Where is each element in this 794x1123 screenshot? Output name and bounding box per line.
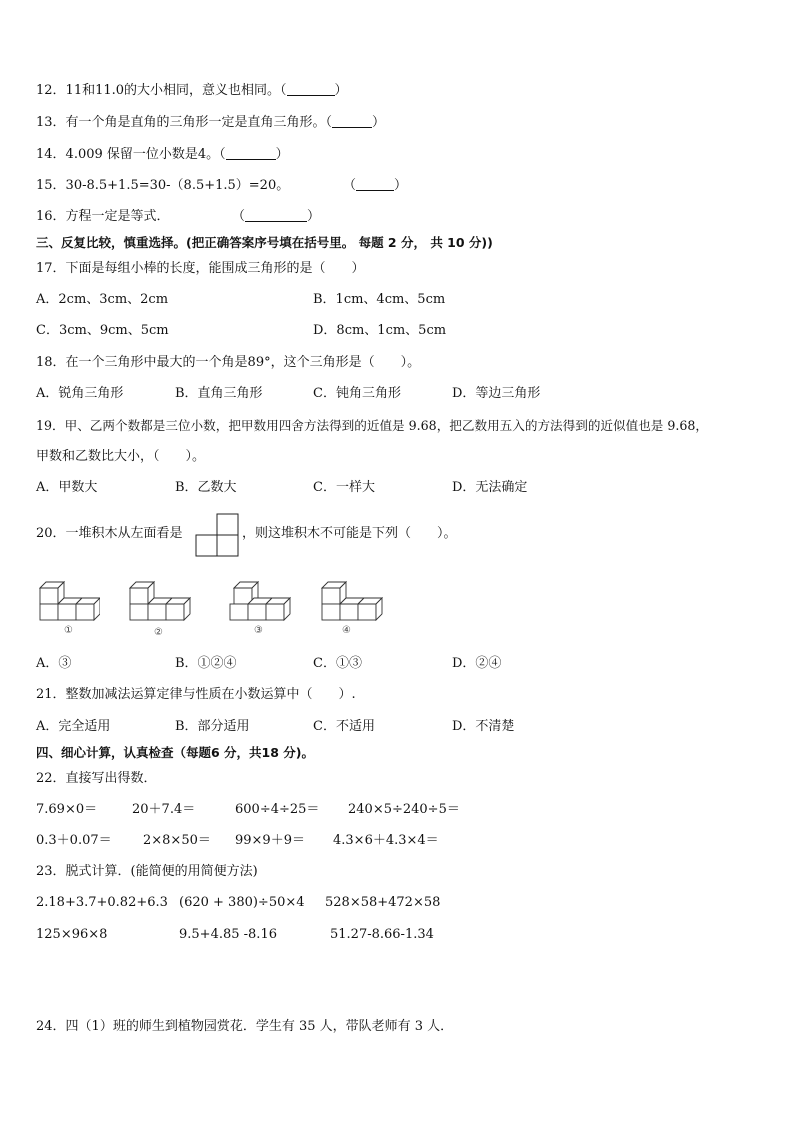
q20-option-a[interactable]: A．③ <box>36 656 72 671</box>
cube-figure-2 <box>128 578 194 638</box>
question-17-stem: 17．下面是每组小棒的长度，能围成三角形的是（ ） <box>36 261 365 276</box>
q18-option-c[interactable]: C．钝角三角形 <box>313 386 401 401</box>
q22-item-2: 20＋7.4＝ <box>132 802 196 817</box>
q17-option-b[interactable]: B．1cm、4cm、5cm <box>313 292 446 307</box>
question-16-paren <box>232 208 320 226</box>
q21-option-c[interactable]: C．不适用 <box>313 719 375 734</box>
question-15-paren <box>343 177 407 195</box>
q23-item-1: 2.18+3.7+0.82+6.3 <box>36 895 168 910</box>
question-15-close: ） <box>394 178 408 193</box>
answer-blank-13[interactable] <box>332 114 372 128</box>
question-12-text: 12．11和11.0的大小相同，意义也相同。（ <box>36 83 287 98</box>
q17-option-a[interactable]: A．2cm、3cm、2cm <box>36 292 169 307</box>
question-13-text: 13．有一个角是直角的三角形一定是直角三角形。（ <box>36 115 333 130</box>
question-16-close: ） <box>307 209 321 224</box>
q22-item-8: 4.3×6＋4.3×4＝ <box>333 833 439 848</box>
question-21-stem: 21．整数加减法运算定律与性质在小数运算中（ ）. <box>36 687 356 702</box>
question-24-stem: 24．四（1）班的师生到植物园赏花．学生有 35 人，带队老师有 3 人． <box>36 1019 454 1034</box>
question-19-stem-line1: 19．甲、乙两个数都是三位小数，把甲数用四舍方法得到的近值是 9.68，把乙数用五入的方法得到的近似值也是 9.68， <box>36 418 709 433</box>
question-20-stem-a: 20．一堆积木从左面看是 <box>36 526 183 541</box>
question-22-stem: 22．直接写出得数． <box>36 771 157 786</box>
q18-option-a[interactable]: A．锐角三角形 <box>36 386 124 401</box>
q20-option-d[interactable]: D．②④ <box>452 656 502 671</box>
q23-item-5: 9.5+4.85 -8.16 <box>179 927 277 942</box>
question-16 <box>36 208 170 226</box>
answer-blank-15[interactable] <box>356 177 394 191</box>
q23-item-6: 51.27-8.66-1.34 <box>330 927 434 942</box>
question-15-text: 15．30-8.5+1.5=30-（8.5+1.5）=20。 <box>36 178 290 193</box>
question-19-stem-line2: 甲数和乙数比大小，（ ）。 <box>36 449 206 464</box>
q19-option-c[interactable]: C．一样大 <box>313 480 375 495</box>
q22-item-5: 0.3＋0.07＝ <box>36 833 112 848</box>
answer-blank-16[interactable] <box>245 208 307 222</box>
q19-option-d[interactable]: D．无法确定 <box>452 480 528 495</box>
question-15-open: （ <box>343 178 357 193</box>
q19-option-b[interactable]: B．乙数大 <box>175 480 237 495</box>
cube-figure-4 <box>320 578 386 636</box>
question-23-stem: 23．脱式计算．(能简便的用简便方法) <box>36 864 258 879</box>
q21-option-a[interactable]: A．完全适用 <box>36 719 111 734</box>
figure-label-4: ④ <box>342 625 351 636</box>
q21-option-d[interactable]: D．不清楚 <box>452 719 515 734</box>
q22-item-6: 2×8×50＝ <box>143 833 211 848</box>
question-13 <box>36 114 385 132</box>
question-18-stem: 18．在一个三角形中最大的一个角是89°，这个三角形是（ ）。 <box>36 355 421 370</box>
q23-item-2: (620 + 380)÷50×4 <box>179 895 305 910</box>
figure-label-1: ① <box>64 625 73 636</box>
q18-option-b[interactable]: B．直角三角形 <box>175 386 263 401</box>
question-14-text: 14．4.009 保留一位小数是4。（ <box>36 147 226 162</box>
q22-item-1: 7.69×0＝ <box>36 802 98 817</box>
question-12-close: ） <box>334 83 348 98</box>
left-view-figure <box>194 513 240 557</box>
question-16-open: （ <box>232 209 246 224</box>
q17-option-c[interactable]: C．3cm、9cm、5cm <box>36 323 169 338</box>
figure-label-3: ③ <box>254 625 263 636</box>
q23-item-4: 125×96×8 <box>36 927 108 942</box>
q18-option-d[interactable]: D．等边三角形 <box>452 386 541 401</box>
question-20-stem-b: ，则这堆积木不可能是下列（ ）。 <box>242 526 457 541</box>
question-16-text: 16．方程一定是等式． <box>36 209 170 224</box>
section-4-title: 四、细心计算，认真检查（每题6 分，共18 分)。 <box>36 745 315 760</box>
q20-option-c[interactable]: C．①③ <box>313 656 362 671</box>
cube-figure-3 <box>228 578 294 636</box>
q17-option-d[interactable]: D．8cm、1cm、5cm <box>313 323 447 338</box>
section-3-title: 三、反复比较，慎重选择。(把正确答案序号填在括号里。 每题 2 分， 共 10 分)) <box>36 235 493 250</box>
question-15 <box>36 177 289 195</box>
question-14-close: ） <box>275 147 289 162</box>
q22-item-7: 99×9＋9＝ <box>235 833 305 848</box>
answer-blank-14[interactable] <box>226 146 276 160</box>
q23-item-3: 528×58+472×58 <box>325 895 441 910</box>
q22-item-4: 240×5÷240÷5＝ <box>348 802 460 817</box>
cube-figure-1 <box>38 578 100 636</box>
question-14 <box>36 146 289 164</box>
figure-label-2: ② <box>154 627 163 638</box>
question-12 <box>36 82 348 100</box>
answer-blank-12[interactable] <box>287 82 335 96</box>
q19-option-a[interactable]: A．甲数大 <box>36 480 98 495</box>
q22-item-3: 600÷4÷25＝ <box>235 802 320 817</box>
q20-option-b[interactable]: B．①②④ <box>175 656 237 671</box>
question-13-close: ） <box>372 115 386 130</box>
q21-option-b[interactable]: B．部分适用 <box>175 719 250 734</box>
